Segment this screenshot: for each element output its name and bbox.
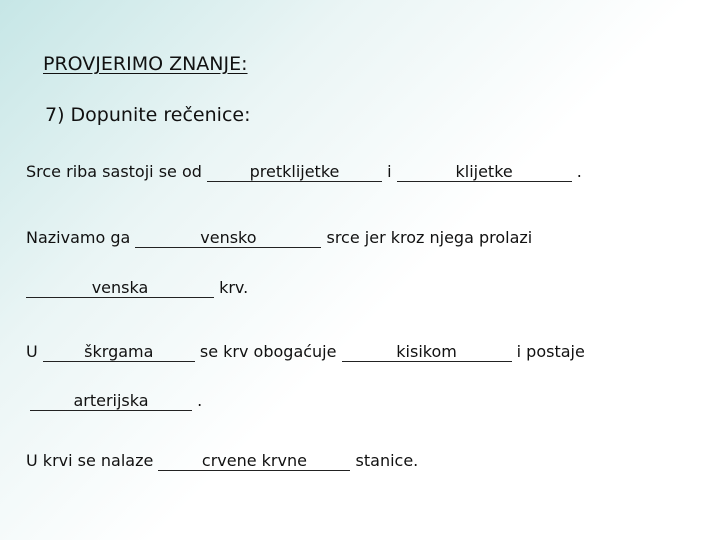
answer-blank[interactable]: crvene krvne [158,452,350,471]
sentence-2 [26,228,532,248]
sentence-text: . [192,391,203,410]
sentence-text: stanice. [350,451,419,470]
sentence-4 [26,451,418,471]
sentence-text: U [26,342,43,361]
sentence-3 [26,342,585,362]
page-title: PROVJERIMO ZNANJE: [43,53,248,75]
sentence-text: i [382,162,397,181]
answer-blank[interactable]: arterijska [30,392,192,411]
sentence-text: krv. [214,278,249,297]
answer-blank[interactable]: klijetke [397,163,572,182]
answer-blank[interactable]: pretklijetke [207,163,382,182]
sentence-1 [26,162,582,182]
sentence-text: se krv obogaćuje [194,342,342,361]
sentence-text: . [571,162,582,181]
sentence-text: i postaje [511,342,585,361]
answer-blank[interactable]: kisikom [342,343,512,362]
sentence-text: Nazivamo ga [26,228,136,247]
answer-blank[interactable]: venska [26,279,214,298]
sentence-text: srce jer kroz njega prolazi [321,228,533,247]
sentence-3-continued [30,391,202,411]
sentence-text: Srce riba sastoji se od [26,162,207,181]
exercise-heading: 7) Dopunite rečenice: [45,104,251,126]
sentence-2-continued [26,278,248,298]
answer-blank[interactable]: škrgama [43,343,195,362]
sentence-text: U krvi se nalaze [26,451,159,470]
answer-blank[interactable]: vensko [135,229,321,248]
